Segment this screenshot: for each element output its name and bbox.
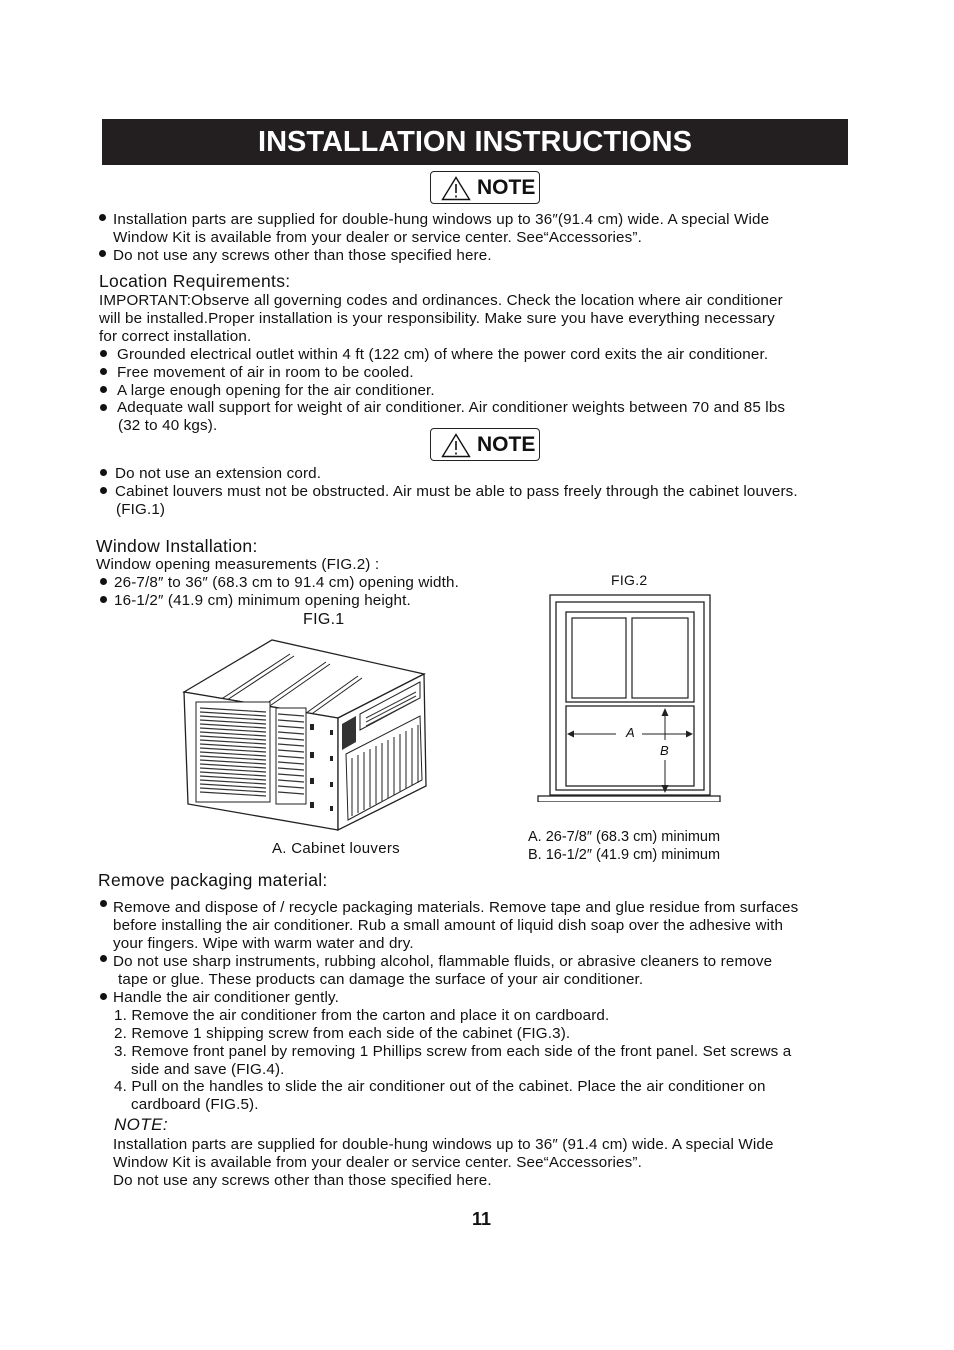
step-3-line-2: side and save (FIG.4). [131,1061,285,1078]
fig1-label: FIG.1 [303,611,345,628]
final-note-line-1: Installation parts are supplied for double-hung windows up to 36″ (91.4 cm) wide. A special Wide [113,1136,774,1153]
note-label: NOTE [477,176,536,199]
location-bullet-3: A large enough opening for the air conditioner. [117,382,435,399]
note2-bullet-2-line-1: Cabinet louvers must not be obstructed. Air must be able to pass freely through the cabinet louvers. [115,483,798,500]
step-1: 1. Remove the air conditioner from the carton and place it on cardboard. [114,1007,610,1024]
dimension-b-label: B [660,743,669,758]
important-line-3: for correct installation. [99,328,252,345]
bullet [100,487,107,494]
remove-bullet-1-line-2: before installing the air conditioner. Rub a small amount of liquid dish soap over the adhesive with [113,917,784,934]
location-bullet-1: Grounded electrical outlet within 4 ft (122 cm) of where the power cord exits the air conditioner. [117,346,769,363]
note1-bullet-1-line-2: Window Kit is available from your dealer or service center. See“Accessories”. [113,229,642,246]
fig1-caption: A. Cabinet louvers [272,840,400,857]
bullet [100,469,107,476]
important-line-2: will be installed.Proper installation is your responsibility. Make sure you have everything necessary [99,310,775,327]
step-4-line-2: cardboard (FIG.5). [131,1096,259,1113]
note2-bullet-1: Do not use an extension cord. [115,465,322,482]
window-bullet-1: 26-7/8″ to 36″ (68.3 cm to 91.4 cm) opening width. [114,574,459,591]
page-title: INSTALLATION INSTRUCTIONS [102,119,848,165]
remove-bullet-3: Handle the air conditioner gently. [113,989,340,1006]
step-4-line-1: 4. Pull on the handles to slide the air conditioner out of the cabinet. Place the air conditioner on [114,1078,766,1095]
window-bullet-2: 16-1/2″ (41.9 cm) minimum opening height. [114,592,411,609]
window-heading: Window Installation: [96,536,258,556]
warning-icon [441,433,471,458]
step-3-line-1: 3. Remove front panel by removing 1 Phillips screw from each side of the front panel. Set screws a [114,1043,792,1060]
location-heading: Location Requirements: [99,271,291,291]
fig2-caption-b: B. 16-1/2″ (41.9 cm) minimum [528,847,721,863]
step-2: 2. Remove 1 shipping screw from each side of the cabinet (FIG.3). [114,1025,571,1042]
important-line-1: IMPORTANT:Observe all governing codes and ordinances. Check the location where air conditioner [99,292,783,309]
bullet [100,596,107,603]
bullet [100,578,107,585]
remove-bullet-2-line-2: tape or glue. These products can damage the surface of your air conditioner. [118,971,644,988]
bullet [100,993,107,1000]
location-bullet-2: Free movement of air in room to be cooled. [117,364,414,381]
remove-bullet-1-line-1: Remove and dispose of / recycle packaging materials. Remove tape and glue residue from surfaces [113,899,799,916]
air-conditioner-illustration [180,636,430,832]
page-number: 11 [472,1209,492,1229]
note1-bullet-1-line-1: Installation parts are supplied for double-hung windows up to 36″(91.4 cm) wide. A special Wide [113,211,770,228]
bullet [100,955,107,962]
bullet [100,386,107,393]
final-note-line-2: Window Kit is available from your dealer or service center. See“Accessories”. [113,1154,642,1171]
note-box [430,428,540,461]
note-heading: NOTE: [114,1115,168,1134]
window-diagram [536,592,724,802]
remove-bullet-2-line-1: Do not use sharp instruments, rubbing alcohol, flammable fluids, or abrasive cleaners to remove [113,953,773,970]
location-bullet-4-line-2: (32 to 40 kgs). [118,417,218,434]
note-label: NOTE [477,433,536,456]
bullet [100,900,107,907]
window-subheading: Window opening measurements (FIG.2) : [96,556,380,573]
fig2-caption-a: A. 26-7/8″ (68.3 cm) minimum [528,829,721,845]
dimension-a-label: A [626,725,635,740]
bullet [100,368,107,375]
note1-bullet-2: Do not use any screws other than those specified here. [113,247,492,264]
note-box [430,171,540,204]
fig2-label: FIG.2 [611,572,648,588]
bullet [99,214,106,221]
bullet [99,250,106,257]
warning-icon [441,176,471,201]
location-bullet-4-line-1: Adequate wall support for weight of air conditioner. Air conditioner weights between 70 and 85 lbs [117,399,786,416]
remove-heading: Remove packaging material: [98,870,328,890]
note2-bullet-2-line-2: (FIG.1) [116,501,166,518]
bullet [100,404,107,411]
remove-bullet-1-line-3: your fingers. Wipe with warm water and dry. [113,935,414,952]
bullet [100,350,107,357]
final-note-line-3: Do not use any screws other than those specified here. [113,1172,492,1189]
